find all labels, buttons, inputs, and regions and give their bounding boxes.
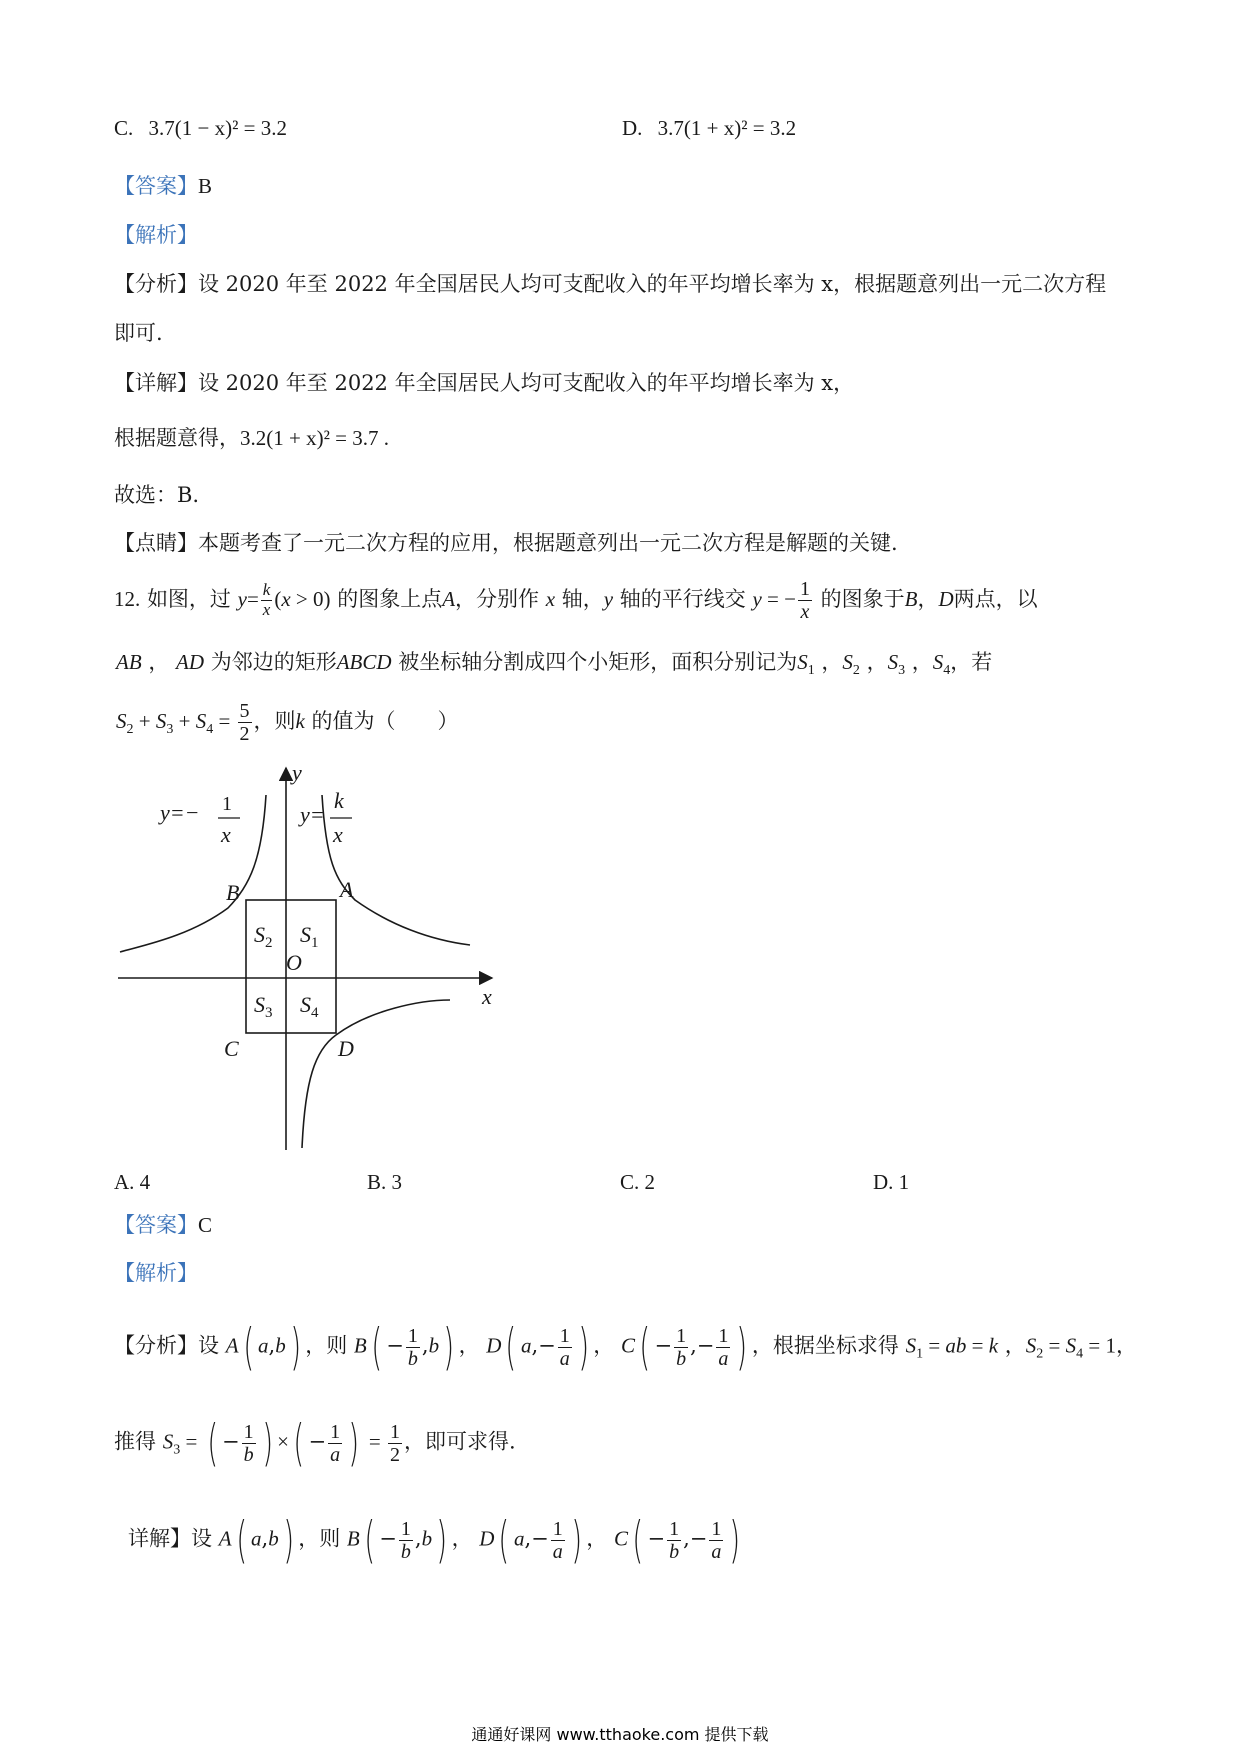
q11-fenxi-line1 xyxy=(114,274,1106,295)
answer-tag: 【答案】 xyxy=(114,1213,198,1237)
stem-text: ，若 xyxy=(950,650,993,674)
q11-answer xyxy=(114,176,212,197)
answer-tag: 【答案】 xyxy=(114,174,198,198)
xiangjie-text: 设 2020 年至 2022 年全国居民人均可支配收入的年平均增长率为 x， xyxy=(198,371,855,395)
fenxi-text: ，根据坐标求得 xyxy=(751,1333,899,1358)
s4-label: $S_4$ xyxy=(300,992,319,1021)
option-c-label: C. xyxy=(114,116,134,140)
right-curve-num: k xyxy=(334,788,344,813)
xiangjie-equation: 3.2(1 + x)² = 3.7 . xyxy=(240,426,389,450)
q12-stem-line1: 12. 如图，过 y= $\frac{k}{x}$ (x > 0) 的图象上点A，分别作 x 轴，y 轴的平行线交 y = − $\frac{1}{x}$ 的图象于B，D两点，以 xyxy=(114,578,1038,623)
option-d-label: D. xyxy=(622,116,643,140)
q12-stem-line3: $S_2 + S_3 + S_4$ = $\frac{5}{2}$ ，则k 的值为（ ） xyxy=(116,700,459,745)
stem-text: 的图象上点 xyxy=(337,587,443,611)
xiangjie-text: 设 xyxy=(191,1526,212,1551)
fraction-k-over-x: $\frac{k}{x}$ xyxy=(262,580,271,619)
origin-label: O xyxy=(286,950,302,975)
option-b: B. 3 xyxy=(367,1170,403,1194)
q12-tuide: 推得 $S_3$ = ( − $\frac{1}{b}$ ) ×( − $\frac{1}{a}$ ) = $\frac{1}{2}$ ，即可求得. xyxy=(114,1414,516,1472)
curve-right-lower xyxy=(302,1000,450,1148)
xiangjie-text: ，则 xyxy=(298,1526,341,1551)
q12-fenxi: 【分析】设 A( a,b) ，则 B( − $\frac{1}{b}$ ,b) ， D( a,− $\frac{1}{a}$ ) ， C( − $\frac{1}{b}$ ,− $\frac{1}{a}$ ) ，根据坐标求得 $S_1$ = ab = k ，$S_2 = S_4 = 1$， xyxy=(114,1318,1137,1376)
stem-text: ，则 xyxy=(253,709,296,733)
option-d xyxy=(622,118,796,139)
q11-choose: 故选：B. xyxy=(114,483,200,507)
option-d-q12: D. 1 xyxy=(873,1170,910,1194)
stem-text: 如图，过 xyxy=(146,587,231,611)
stem-text: 的图象于 xyxy=(820,587,905,611)
option-c xyxy=(114,118,287,139)
s1-label: $S_1$ xyxy=(300,922,319,951)
q11-xiangjie-line1 xyxy=(114,373,854,394)
tuide-end: ，即可求得. xyxy=(404,1429,516,1454)
answer-value: B xyxy=(198,174,213,198)
y-axis-label: y xyxy=(292,760,302,785)
tuide-text: 推得 xyxy=(114,1429,156,1454)
stem-text: 的值为（ ） xyxy=(311,709,459,733)
answer-value: C xyxy=(198,1213,213,1237)
stem-text: ，分别作 xyxy=(455,587,540,611)
point-b-label: B xyxy=(226,880,240,905)
stem-text: 被坐标轴分割成四个小矩形，面积分别记为 xyxy=(398,650,798,674)
stem-text: 轴的平行线交 xyxy=(619,587,746,611)
x-axis-label: x xyxy=(482,984,492,1009)
fenxi-tag: 【分析】 xyxy=(114,272,198,296)
left-curve-num: 1 xyxy=(222,793,232,815)
xiangjie-tag: 详解】 xyxy=(128,1526,191,1551)
option-c-expr: 3.7(1 − x)² = 3.2 xyxy=(148,116,287,140)
question-number: 12. xyxy=(114,587,141,611)
right-curve-label: y= xyxy=(300,802,325,827)
q11-fenxi-line2: 即可. xyxy=(114,321,163,345)
hyperbola-figure xyxy=(100,760,520,1160)
s3-label: $S_3$ xyxy=(254,992,273,1021)
left-curve-label: y=− xyxy=(160,800,200,825)
point-a-label: A xyxy=(340,877,354,902)
q12-stem-line2: AB ， AD 为邻边的矩形ABCD 被坐标轴分割成四个小矩形，面积分别记为$S_1$ ，$S_2$ ，$S_3$ ，$S_4$，若 xyxy=(116,650,993,678)
stem-text: 轴， xyxy=(561,587,604,611)
q12-xiangjie: 详解】设 A( a,b) ，则 B( − $\frac{1}{b}$ ,b) ， D( a,− $\frac{1}{a}$ ) ， C( − $\frac{1}{b}$ ,− $\frac{1}{a}$ ) xyxy=(128,1511,741,1569)
s2-label: $S_2$ xyxy=(254,922,273,951)
dianjing-text: 本题考查了一元二次方程的应用，根据题意列出一元二次方程是解题的关键. xyxy=(198,531,898,555)
point-d-label: D xyxy=(338,1036,354,1061)
fenxi-text: 设 xyxy=(198,1333,219,1358)
point-c-label: C xyxy=(224,1036,239,1061)
fenxi-text: 设 2020 年至 2022 年全国居民人均可支配收入的年平均增长率为 x，根据题意列出一元二次方程 xyxy=(198,272,1107,296)
stem-text: 为邻边的矩形 xyxy=(210,650,337,674)
fenxi-text: ，则 xyxy=(305,1333,348,1358)
option-c-q12: C. 2 xyxy=(620,1170,656,1194)
stem-text: 两点，以 xyxy=(953,587,1038,611)
fraction-5-over-2: $\frac{5}{2}$ xyxy=(239,700,250,745)
q12-analysis-tag: 【解析】 xyxy=(114,1261,198,1285)
dianjing-tag: 【点睛】 xyxy=(114,531,198,555)
q11-dianjing xyxy=(114,533,898,554)
q11-analysis-tag: 【解析】 xyxy=(114,223,198,247)
right-curve-den: x xyxy=(333,822,343,847)
q12-answer xyxy=(114,1215,212,1236)
option-a: A. 4 xyxy=(114,1170,151,1194)
q11-xiangjie-line2 xyxy=(114,428,389,449)
option-d-expr: 3.7(1 + x)² = 3.2 xyxy=(657,116,797,140)
fraction-1-over-x: $\frac{1}{x}$ xyxy=(799,578,810,623)
xiangjie-prefix: 根据题意得， xyxy=(114,426,240,450)
xiangjie-tag: 【详解】 xyxy=(114,371,198,395)
fenxi-tag: 【分析】 xyxy=(114,1333,198,1358)
left-curve-den: x xyxy=(221,822,231,847)
page-footer: 通通好课网 www.tthaoke.com 提供下载 xyxy=(471,1725,769,1744)
